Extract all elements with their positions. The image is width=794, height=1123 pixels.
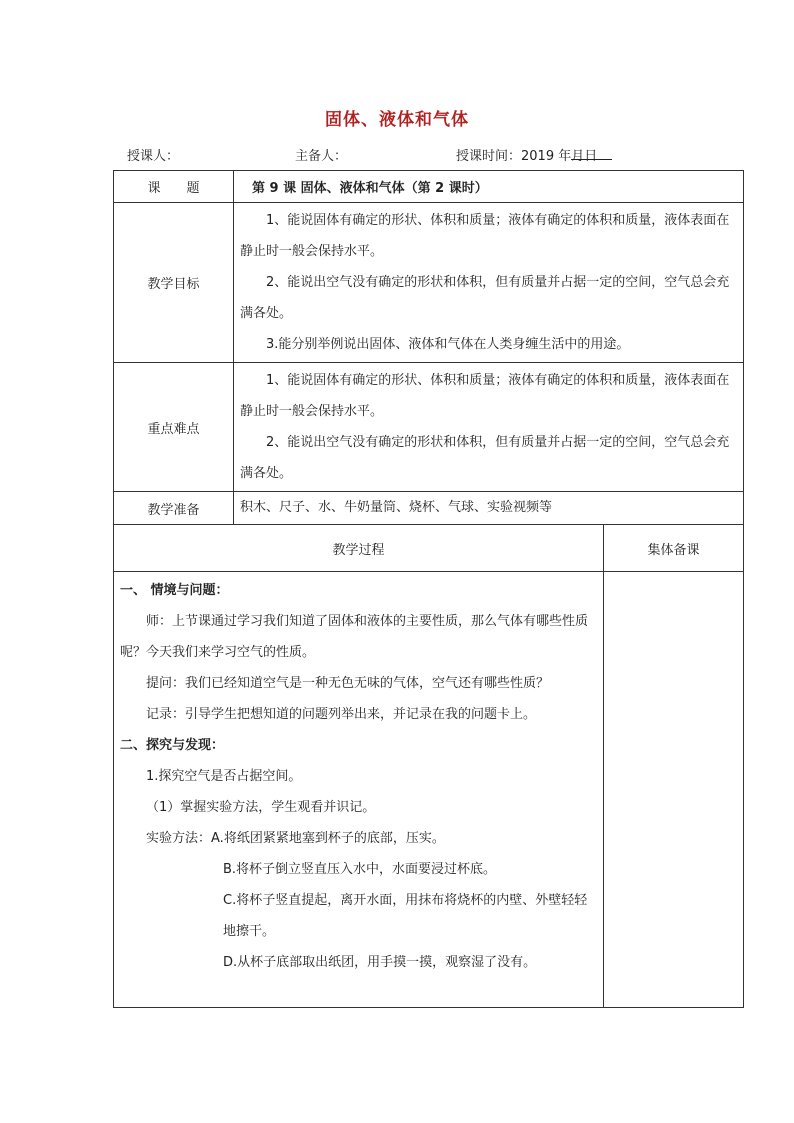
method-step-c: C.将杯子竖直提起，离开水面，用抹布将烧杯的内壁、外壁轻轻地擦干。 [223, 893, 588, 939]
lesson-plan-table [113, 170, 744, 1008]
section-1-title: 一、 情境与问题： [120, 583, 229, 598]
prep-row [114, 492, 744, 525]
prep-value: 积木、尺子、水、牛奶量筒、烧杯、气球、实验视频等 [234, 492, 744, 525]
goals-content [234, 203, 744, 363]
section-1-para: 记录：引导学生把想知道的问题列举出来，并记录在我的问题卡上。 [146, 707, 537, 722]
course-row [114, 171, 744, 203]
collective-notes-cell [604, 572, 744, 1008]
key-points-row [114, 363, 744, 492]
collective-header: 集体备课 [604, 525, 744, 572]
process-header-row [114, 525, 744, 572]
section-1-para: 师：上节课通过学习我们知道了固体和液体的主要性质，那么气体有哪些性质呢？今天我们来学习空气的性质。 [120, 614, 589, 660]
method-step-d: D.从杯子底部取出纸团，用手摸一摸，观察湿了没有。 [223, 955, 537, 970]
preparer-label: 主备人： [295, 149, 348, 164]
method-step-b: B.将杯子倒立竖直压入水中，水面要浸过杯底。 [223, 862, 497, 877]
process-row [114, 572, 744, 1008]
meta-row [0, 145, 794, 167]
prep-label: 教学准备 [114, 492, 234, 525]
document-title: 固体、液体和气体 [325, 110, 469, 130]
key-point-item: 2、能说出空气没有确定的形状和体积，但有质量并占据一定的空间，空气总会充满各处。 [240, 435, 730, 481]
process-header: 教学过程 [114, 525, 604, 572]
key-points-label: 重点难点 [114, 363, 234, 492]
teacher-label: 授课人： [127, 149, 180, 164]
month-label: 月 [571, 149, 585, 164]
goal-item: 1、能说固体有确定的形状、体积和质量；液体有确定的体积和质量，液体表面在静止时一般会保持水平。 [240, 213, 730, 259]
day-label: 日 [584, 149, 598, 164]
key-points-content [234, 363, 744, 492]
section-1-para: 提问：我们已经知道空气是一种无色无味的气体，空气还有哪些性质？ [146, 676, 550, 691]
section-2-para: 1.探究空气是否占据空间。 [146, 769, 302, 784]
goals-label: 教学目标 [114, 203, 234, 363]
lesson-time [456, 145, 597, 164]
section-2-title: 二、探究与发现： [120, 738, 225, 753]
method-step-a [120, 823, 597, 854]
course-label: 课 题 [114, 171, 234, 203]
section-2-para: （1）掌握实验方法，学生观看并识记。 [146, 800, 376, 815]
course-value: 第 9 课 固体、液体和气体（第 2 课时） [234, 171, 744, 203]
day-blank [584, 145, 612, 160]
process-content [114, 572, 604, 1008]
step-a-text: A.将纸团紧紧地塞到杯子的底部，压实。 [211, 831, 445, 846]
key-point-item: 1、能说固体有确定的形状、体积和质量；液体有确定的体积和质量，液体表面在静止时一般会保持水平。 [240, 373, 730, 419]
goal-item: 3.能分别举例说出固体、液体和气体在人类身缠生活中的用途。 [266, 337, 630, 352]
goal-item: 2、能说出空气没有确定的形状和体积，但有质量并占据一定的空间，空气总会充满各处。 [240, 275, 730, 321]
goals-row [114, 203, 744, 363]
method-label: 实验方法： [146, 831, 212, 846]
time-label: 授课时间：2019 年 [456, 149, 572, 164]
